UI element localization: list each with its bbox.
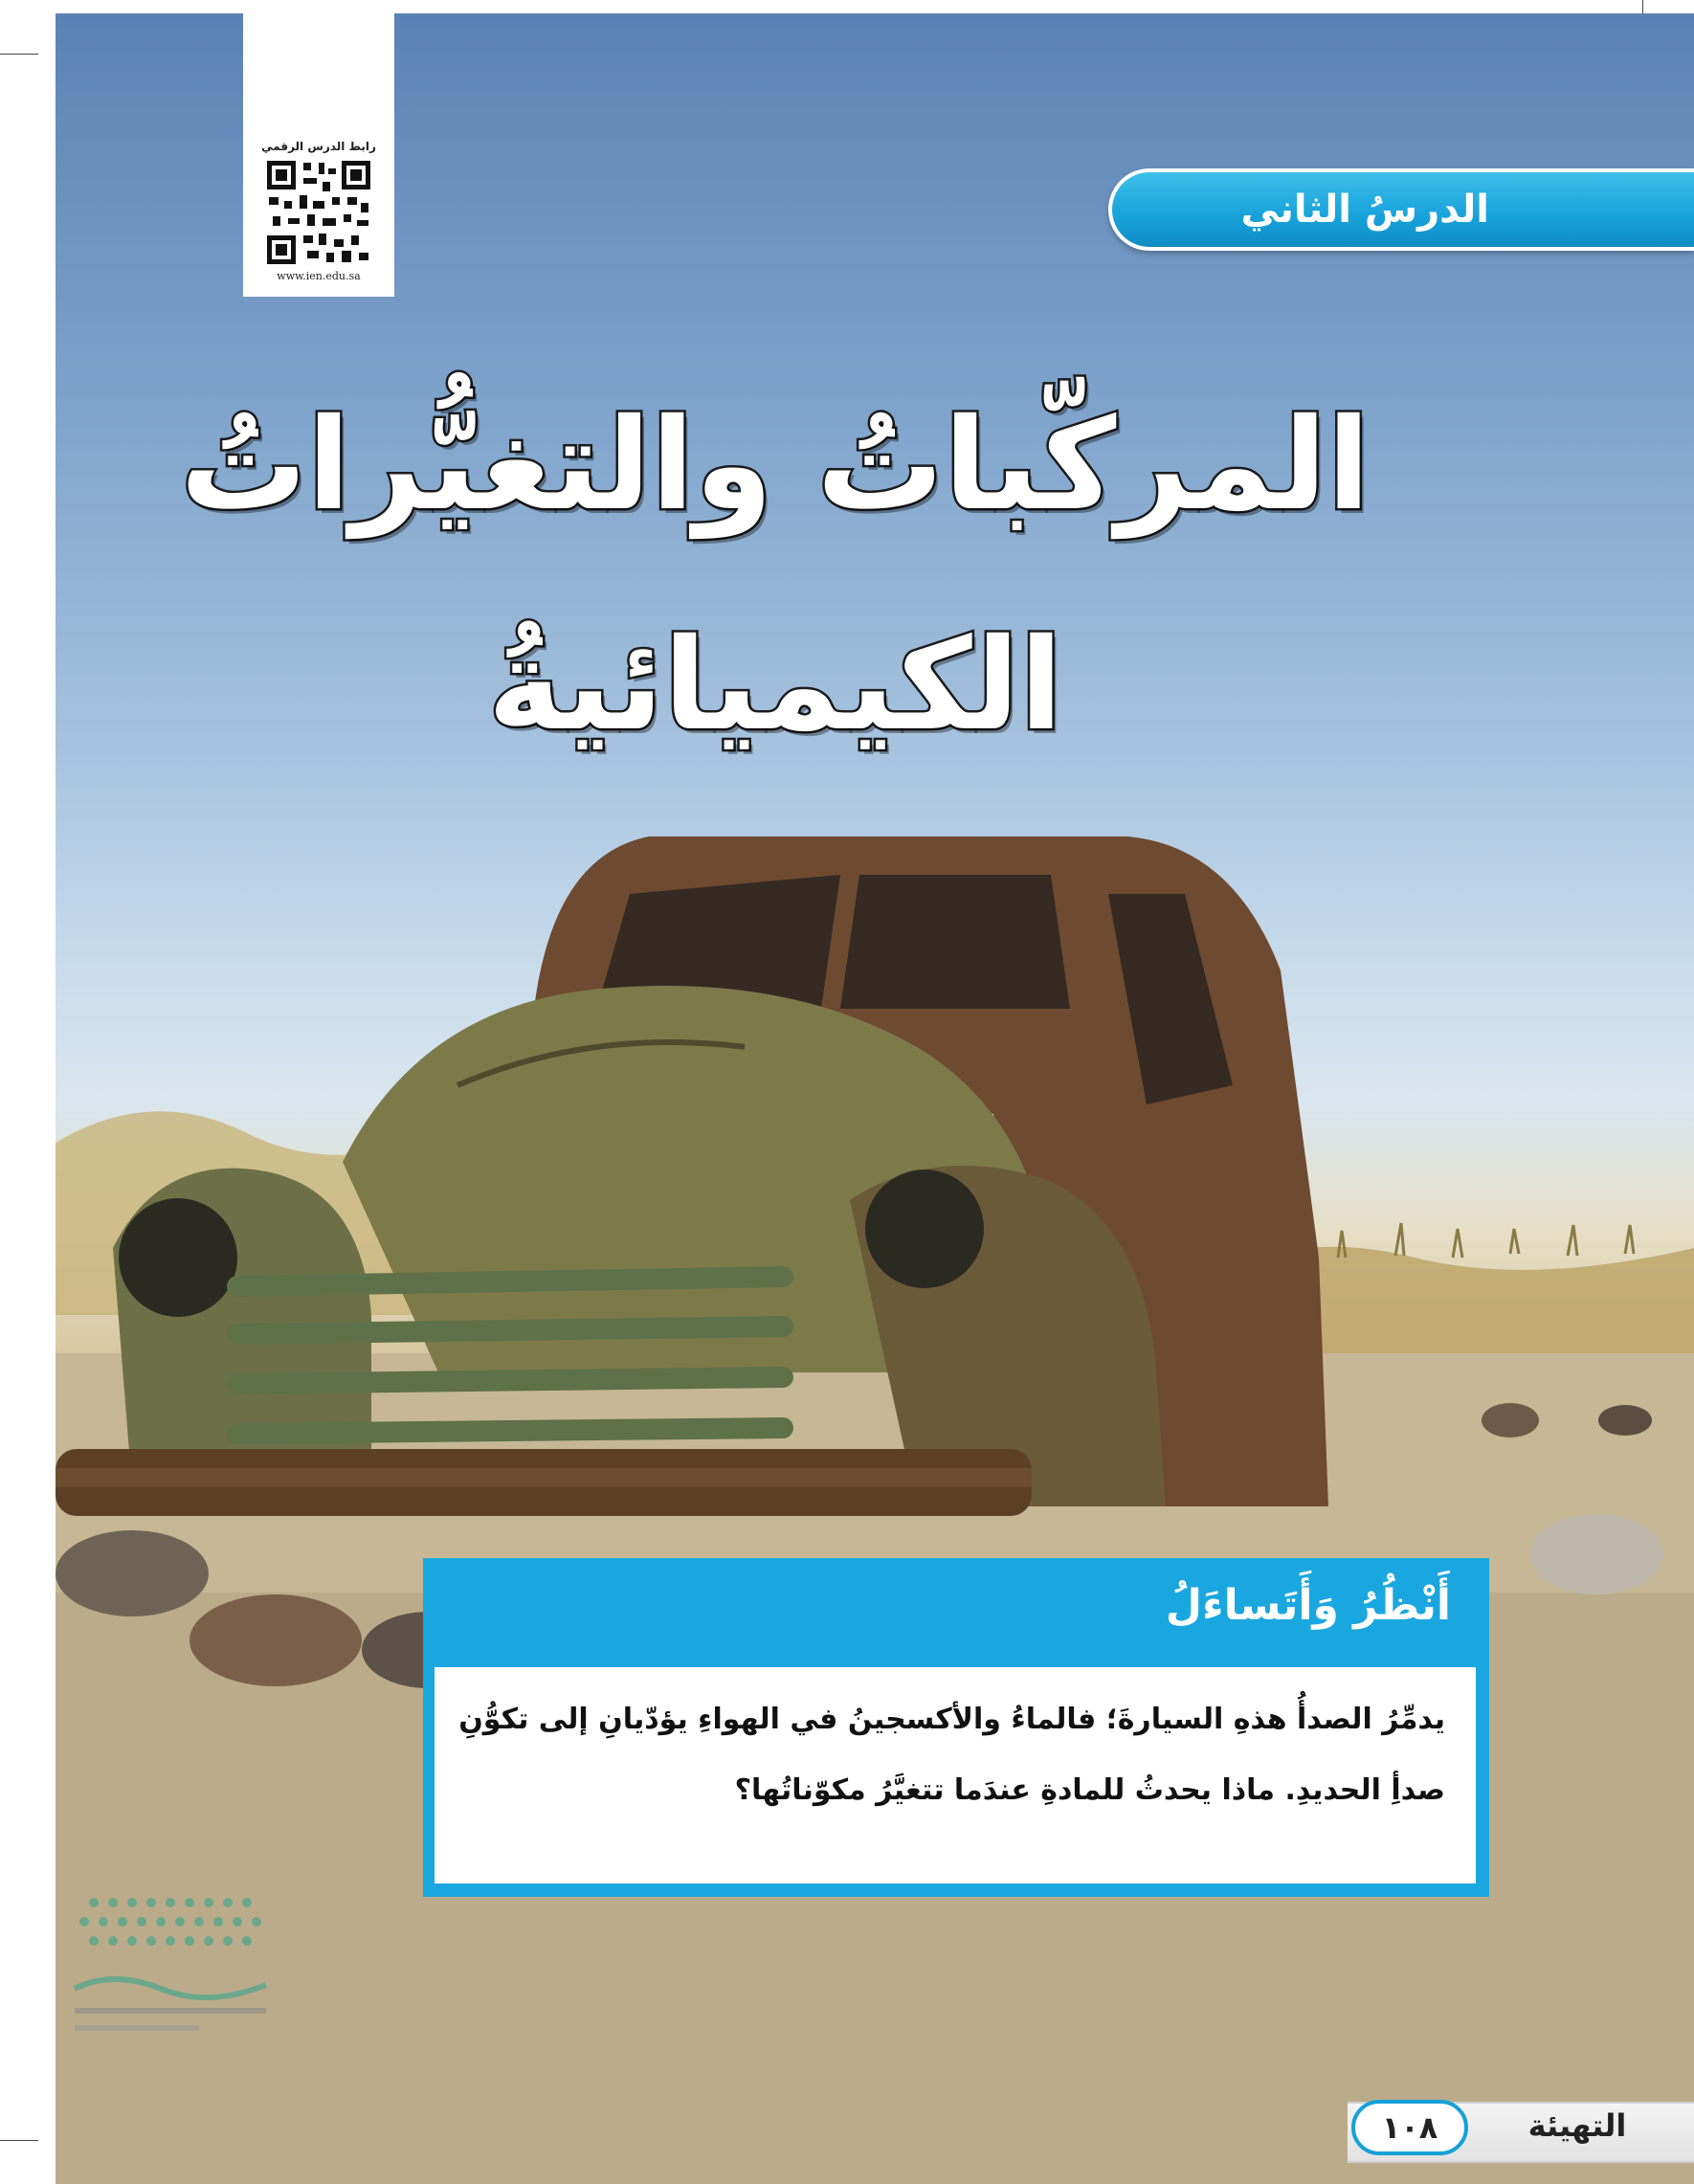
wonder-text-line-2: صدأِ الحديدِ. ماذا يحدثُ للمادةِ عندَما تتغيَّرُ مكوّناتُها؟ (734, 1773, 1445, 1807)
unit-name: التهيئة (1527, 2107, 1627, 2144)
qr-code-icon[interactable] (265, 159, 372, 266)
crop-mark (0, 54, 38, 55)
look-and-wonder-box (423, 1558, 1489, 1897)
crop-mark (0, 2140, 38, 2141)
lesson-label: الدرسُ الثاني (1240, 188, 1489, 232)
wonder-text-line-1: يدمِّرُ الصدأُ هذهِ السيارةَ؛ فالماءُ والأكسجينُ في الهواءِ يؤدّيانِ إلى تكوُّنِ (458, 1703, 1445, 1736)
qr-caption: رابط الدرس الرقمي (261, 140, 376, 153)
look-and-wonder-heading: أَنْظُرُ وَأَتَساءَلُ (1165, 1581, 1451, 1630)
qr-panel (243, 13, 394, 297)
qr-url[interactable]: www.ien.edu.sa (277, 270, 361, 282)
page-title-line-2: الكيميائيةُ (487, 612, 1063, 759)
page-number: ١٠٨ (1351, 2100, 1468, 2155)
page-title-line-1: المركّباتُ والتغيُّراتُ (180, 391, 1371, 539)
lesson-number-tab (1108, 168, 1694, 251)
look-and-wonder-text (435, 1667, 1476, 1883)
ministry-of-education-logo-icon (56, 1883, 314, 2056)
